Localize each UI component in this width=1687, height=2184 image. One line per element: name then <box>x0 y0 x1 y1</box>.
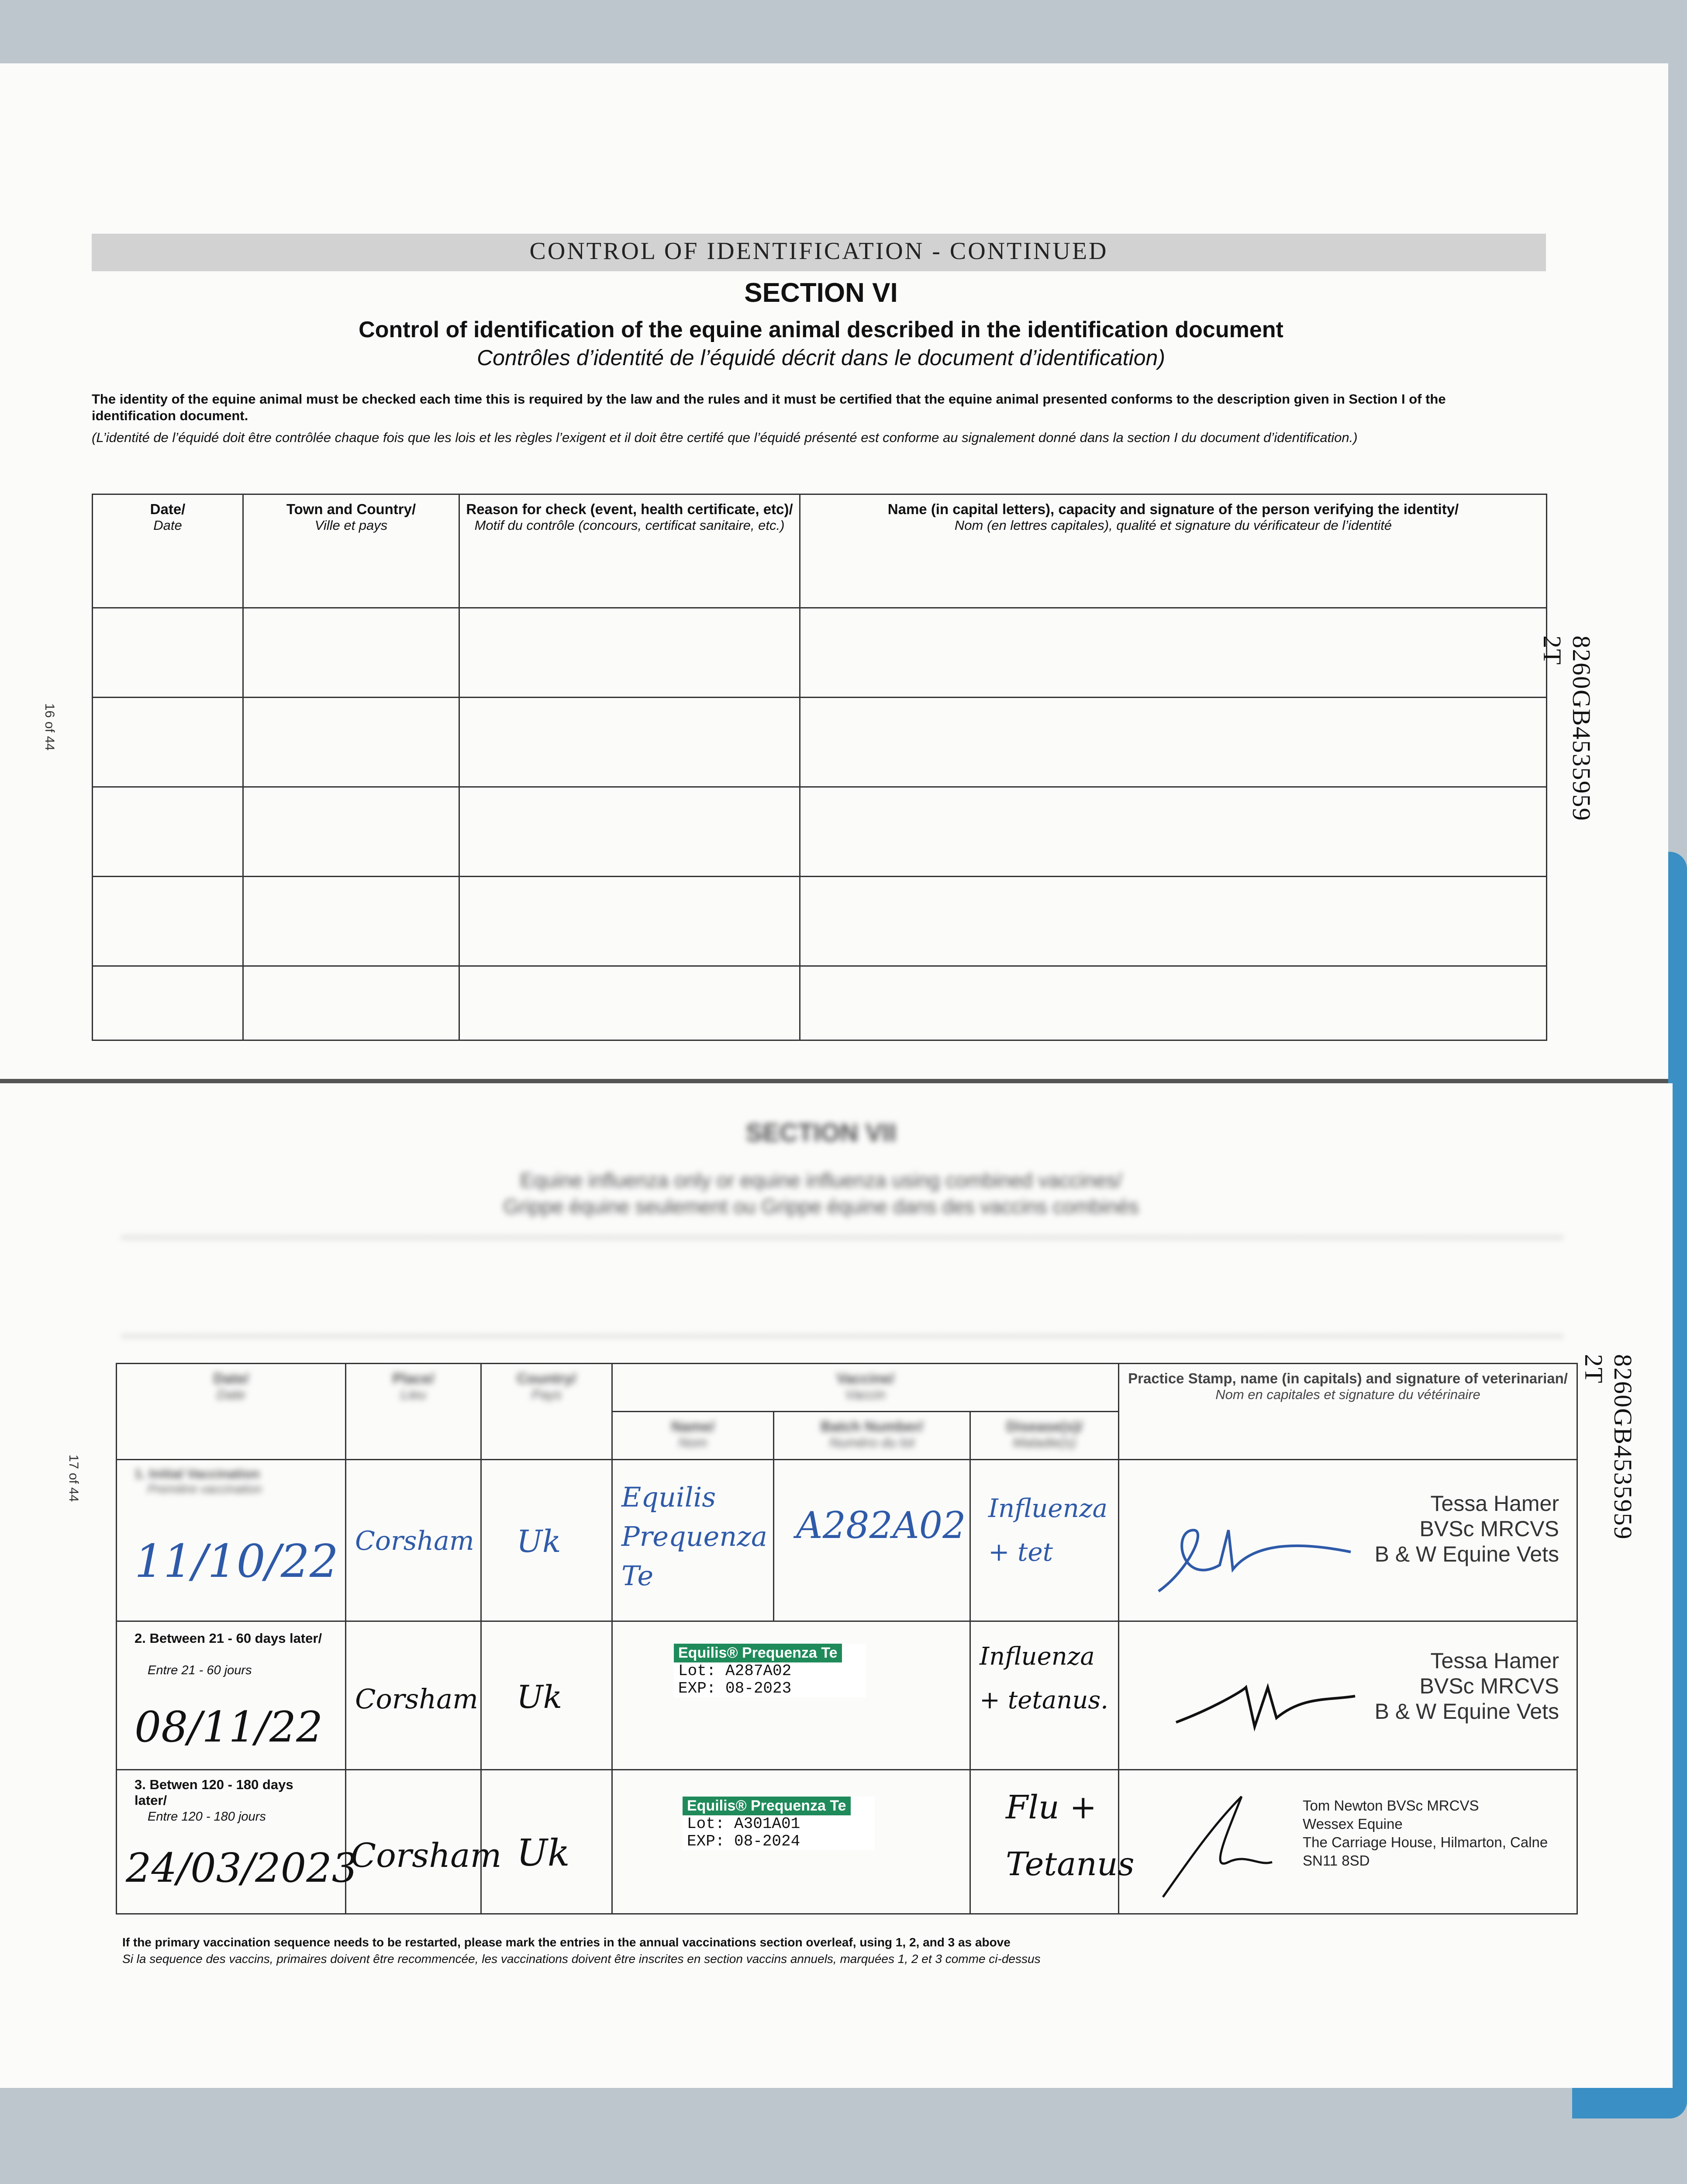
row2-stamp: Tessa Hamer BVSc MRCVS B & W Equine Vets <box>1374 1648 1559 1724</box>
row1-place: Corsham <box>355 1526 474 1556</box>
row3-signature <box>1159 1788 1290 1901</box>
vaccination-table <box>116 1363 1578 1914</box>
col-town-country: Town and Country/ Ville et pays <box>243 494 459 608</box>
row2-disease: Influenza + tetanus. <box>980 1642 1108 1714</box>
table-row <box>93 787 1547 877</box>
table-header-row <box>93 494 1547 608</box>
table-row <box>117 1460 1577 1621</box>
intro-french: (L’identité de l’équidé doit être contrôlée chaque fois que les lois et les règles l’exigent et il doit être certifé que l’équidé présenté est conforme au signalement donné dans la section I du document d’identification.) <box>92 430 1358 445</box>
row1-vaccine-name: Equilis Prequenza Te <box>621 1481 767 1592</box>
row2-place: Corsham <box>355 1683 478 1715</box>
section-banner <box>92 234 1546 271</box>
row3-stamp-cell <box>1119 1770 1577 1914</box>
passport-id: 8260GB4535959 2T <box>1580 1354 1637 1540</box>
row3-country: Uk <box>517 1832 570 1874</box>
section-title: SECTION VII <box>745 1119 897 1147</box>
row2-date: 08/11/22 <box>135 1703 323 1752</box>
col-vaccine: Vaccine/ Vaccin <box>612 1364 1119 1412</box>
table-row <box>93 698 1547 787</box>
col-country: Country/ Pays <box>481 1364 612 1460</box>
intro-english: The identity of the equine animal must be checked each time this is required by the law and the rules and it must be certified that the equine animal presented conforms to the description given in Section I of the identification document. <box>92 391 1446 423</box>
row2-stamp-cell <box>1119 1621 1577 1770</box>
table-header-row <box>117 1364 1577 1412</box>
table-row <box>93 608 1547 698</box>
row1-country: Uk <box>517 1524 561 1559</box>
footnote-french: Si la sequence des vaccins, primaires doivent être recommencée, les vaccinations doivent être inscrites en section vaccins annuels, marquées 1, 2 et 3 comme ci-dessus <box>122 1952 1041 1966</box>
passport-id: 8260GB4535959 2T <box>1538 636 1596 822</box>
table-row <box>93 877 1547 966</box>
row3-vaccine-sticker: Equilis® Prequenza Te Lot: A301A01 EXP: 08-2024 <box>683 1797 875 1850</box>
col-date: Date/ Date <box>93 494 243 608</box>
section-title: SECTION VI <box>744 278 898 308</box>
row2-vaccine-sticker: Equilis® Prequenza Te Lot: A287A02 EXP: 08-2023 <box>674 1644 866 1697</box>
row1-disease: Influenza + tet <box>988 1493 1108 1567</box>
col-reason: Reason for check (event, health certificate, etc)/ Motif du contrôle (concours, certificat sanitaire, etc.) <box>459 494 800 608</box>
blurred-intro <box>122 1236 1563 1337</box>
table-row <box>117 1621 1577 1770</box>
heading-english: Equine influenza only or equine influenza using combined vaccines/ <box>520 1169 1122 1192</box>
row3-sticker-cell <box>612 1770 970 1914</box>
row1-date: 11/10/22 <box>135 1534 339 1588</box>
col-batch: Batch Number/ Numéro du lot <box>774 1412 970 1460</box>
heading-english: Control of identification of the equine animal described in the identification document <box>359 317 1283 342</box>
row1-batch: A282A02 <box>796 1504 966 1547</box>
heading-french: Contrôles d’identité de l’équidé décrit dans le document d’identification) <box>477 346 1165 370</box>
row2-date-cell: 2. Between 21 - 60 days later/ Entre 21 - 60 jours 08/11/22 <box>117 1621 346 1770</box>
banner-title: CONTROL OF IDENTIFICATION - CONTINUED <box>529 238 1108 265</box>
row2-country: Uk <box>517 1679 562 1715</box>
row3-disease: Flu + Tetanus <box>1006 1789 1135 1883</box>
table-row <box>117 1770 1577 1914</box>
heading-french: Grippe équine seulement ou Grippe équine dans des vaccins combinés <box>503 1195 1139 1218</box>
row3-date: 24/03/2023 <box>126 1845 358 1891</box>
row3-stamp: Tom Newton BVSc MRCVS Wessex Equine The Carriage House, Hilmarton, Calne SN11 8SD <box>1303 1797 1548 1869</box>
footnote-english: If the primary vaccination sequence needs to be restarted, please mark the entries in the annual vaccinations section overleaf, using 1, 2, and 3 as above <box>122 1935 1011 1949</box>
col-vaccine-name: Name/ Nom <box>612 1412 774 1460</box>
col-disease: Disease(s)/ Maladie(s) <box>970 1412 1119 1460</box>
page-17 <box>0 1083 1686 2088</box>
table-row <box>93 966 1547 1040</box>
page-number: 16 of 44 <box>42 703 57 751</box>
row1-stamp-cell <box>1119 1460 1577 1621</box>
page-16 <box>0 63 1668 1085</box>
row2-signature <box>1172 1657 1359 1744</box>
col-verifier: Name (in capital letters), capacity and signature of the person verifying the identity/ Nom (en lettres capitales), qualité et signature du vérificateur de l’identité <box>800 494 1547 608</box>
row2-sticker-cell <box>612 1621 970 1770</box>
identity-check-table <box>92 494 1547 1041</box>
row1-date-cell: 1. Initial Vaccination Première vaccination 11/10/22 <box>117 1460 346 1621</box>
row1-stamp: Tessa Hamer BVSc MRCVS B & W Equine Vets <box>1374 1491 1559 1566</box>
row1-signature <box>1154 1504 1355 1604</box>
col-place: Place/ Lieu <box>346 1364 481 1460</box>
col-date: Date/ Date <box>117 1364 346 1460</box>
col-stamp: Practice Stamp, name (in capitals) and signature of veterinarian/ Nom en capitales et signature du vétérinaire <box>1119 1364 1577 1460</box>
row3-place: Corsham <box>351 1836 502 1875</box>
row3-date-cell: 3. Betwen 120 - 180 days later/ Entre 120 - 180 jours 24/03/2023 <box>117 1770 346 1914</box>
page-number: 17 of 44 <box>66 1455 81 1502</box>
